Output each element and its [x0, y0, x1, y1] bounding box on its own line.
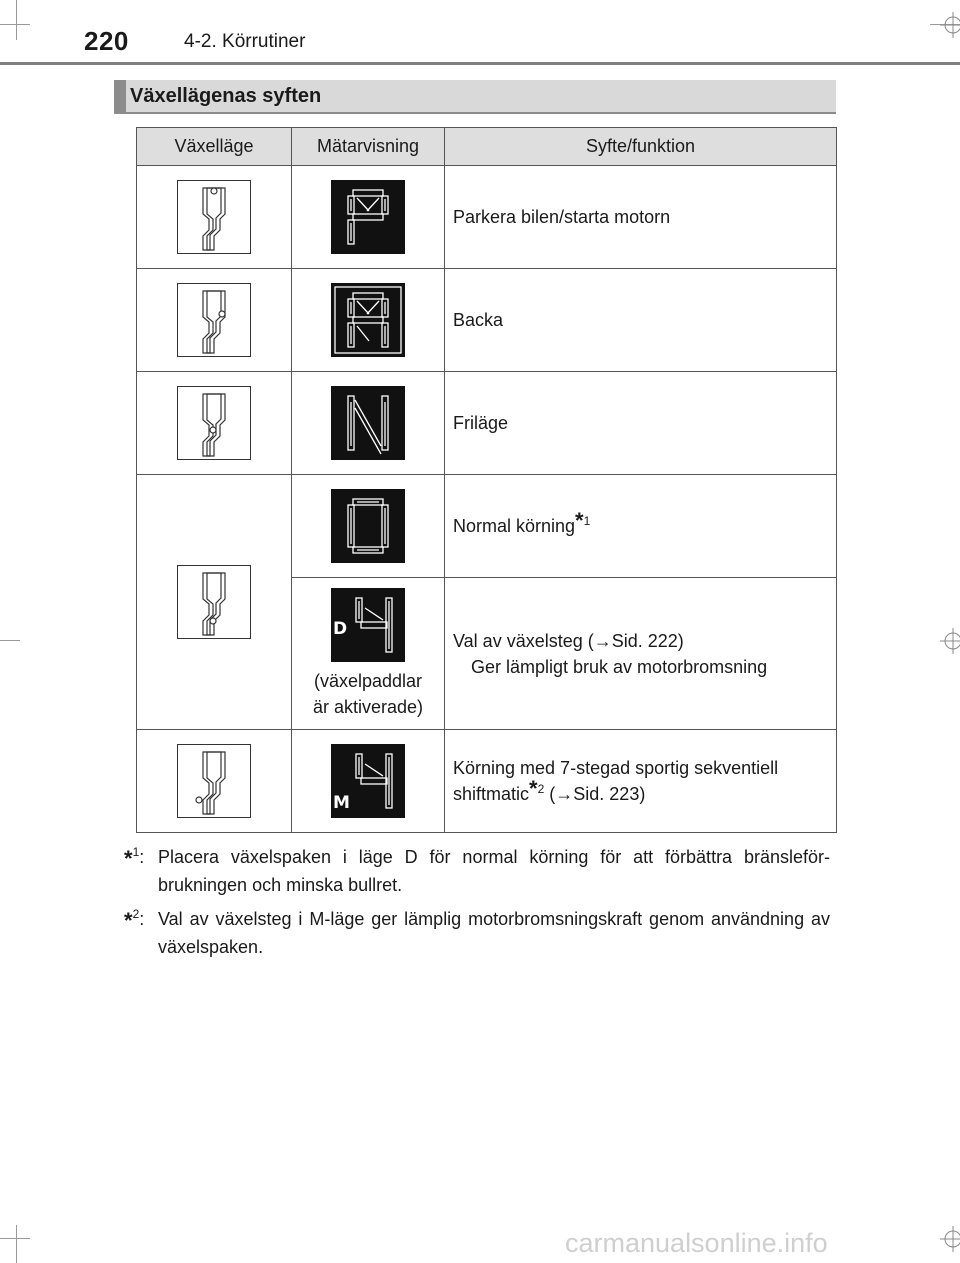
purpose-cell: Backa: [445, 269, 837, 372]
crop-mark: [0, 24, 30, 25]
display-n-icon: [331, 386, 405, 460]
heading-bar: [114, 80, 126, 112]
purpose-cell: [445, 475, 837, 578]
footnote-star: *: [529, 776, 538, 801]
gear-position-cell: [137, 166, 292, 269]
display-p-icon: [331, 180, 405, 254]
column-header-purpose: Syfte/funktion: [445, 128, 837, 166]
footnote-item: [124, 905, 830, 961]
registration-mark-icon: [940, 628, 960, 654]
table-header-row: [137, 128, 837, 166]
footnote-number: 1: [132, 845, 140, 859]
registration-mark-icon: [940, 1226, 960, 1252]
footnote-marker: [124, 843, 144, 873]
gear-position-cell: [137, 475, 292, 730]
footnote-number: 2: [537, 782, 545, 796]
purpose-text: Körning med 7-stegad sportig sekventiell: [453, 758, 779, 778]
shift-gate-r-icon: [177, 283, 251, 357]
registration-mark-icon: [940, 12, 960, 38]
purpose-text: shiftmatic: [453, 784, 530, 804]
display-m4-icon: [331, 744, 405, 818]
column-header-gear: Växelläge: [137, 128, 292, 166]
heading-title: Växellägenas syften: [130, 85, 322, 107]
footnote-colon: :: [139, 847, 145, 867]
header-divider: [0, 62, 960, 65]
meter-display-cell: [292, 269, 445, 372]
heading-box: [114, 80, 836, 114]
watermark: carmanualsonline.info: [565, 1228, 828, 1258]
footnote-marker: [124, 905, 144, 935]
svg-text:D: D: [333, 618, 348, 639]
table-row: [137, 269, 837, 372]
gear-table: [136, 127, 837, 833]
purpose-cell: Friläge: [445, 372, 837, 475]
svg-text:M: M: [333, 793, 350, 813]
footnote-star: *: [575, 508, 584, 533]
purpose-subtext: Ger lämpligt bruk av motorbromsning: [471, 656, 768, 677]
footnote-star: *: [124, 908, 133, 933]
footnote-text: Val av växelsteg i M-läge ger lämplig motorbromsningskraft genom användning av växelspaken.: [158, 909, 830, 957]
purpose-text: (→Sid. 223): [544, 784, 646, 804]
table-row: [137, 730, 837, 833]
caption-line: är aktiverade): [312, 696, 424, 717]
shift-gate-n-icon: [177, 386, 251, 460]
crop-mark: [0, 1238, 30, 1239]
shift-gate-p-icon: [177, 180, 251, 254]
footnote-item: [124, 843, 830, 899]
gear-position-cell: [137, 730, 292, 833]
footnote-colon: :: [139, 909, 145, 929]
gear-position-cell: [137, 372, 292, 475]
shift-gate-d-icon: [177, 565, 251, 639]
gear-position-cell: [137, 269, 292, 372]
purpose-cell: [445, 730, 837, 833]
section-title: 4-2. Körrutiner: [184, 31, 306, 52]
crop-mark: [16, 1225, 17, 1263]
column-header-display: Mätarvisning: [292, 128, 445, 166]
footnote-star: *: [124, 846, 133, 871]
meter-display-cell: [292, 730, 445, 833]
footnote-number: 1: [583, 514, 591, 528]
shift-gate-m-icon: [177, 744, 251, 818]
purpose-text: Normal körning: [453, 516, 576, 536]
display-r-icon: [331, 283, 405, 357]
page-number: 220: [84, 26, 129, 56]
footnotes: [124, 843, 830, 964]
table-row: [137, 372, 837, 475]
display-d-icon: [331, 489, 405, 563]
meter-display-cell: [292, 166, 445, 269]
display-caption: [292, 668, 444, 720]
footnote-text: Placera växelspaken i läge D för normal körning för att förbättra bränsleför-brukningen och minska bullret.: [158, 847, 830, 895]
meter-display-cell: [292, 475, 445, 578]
table-row: [137, 166, 837, 269]
meter-display-cell: [292, 372, 445, 475]
purpose-cell: [445, 578, 837, 730]
purpose-cell: Parkera bilen/starta motorn: [445, 166, 837, 269]
footnote-number: 2: [132, 907, 140, 921]
meter-display-cell: [292, 578, 445, 730]
caption-line: (växelpaddlar: [313, 670, 423, 691]
display-d4-icon: [331, 588, 405, 662]
table-row: [137, 475, 837, 578]
purpose-text: Val av växelsteg (→Sid. 222): [453, 630, 684, 651]
crop-mark: [0, 640, 20, 641]
crop-mark: [16, 0, 17, 40]
